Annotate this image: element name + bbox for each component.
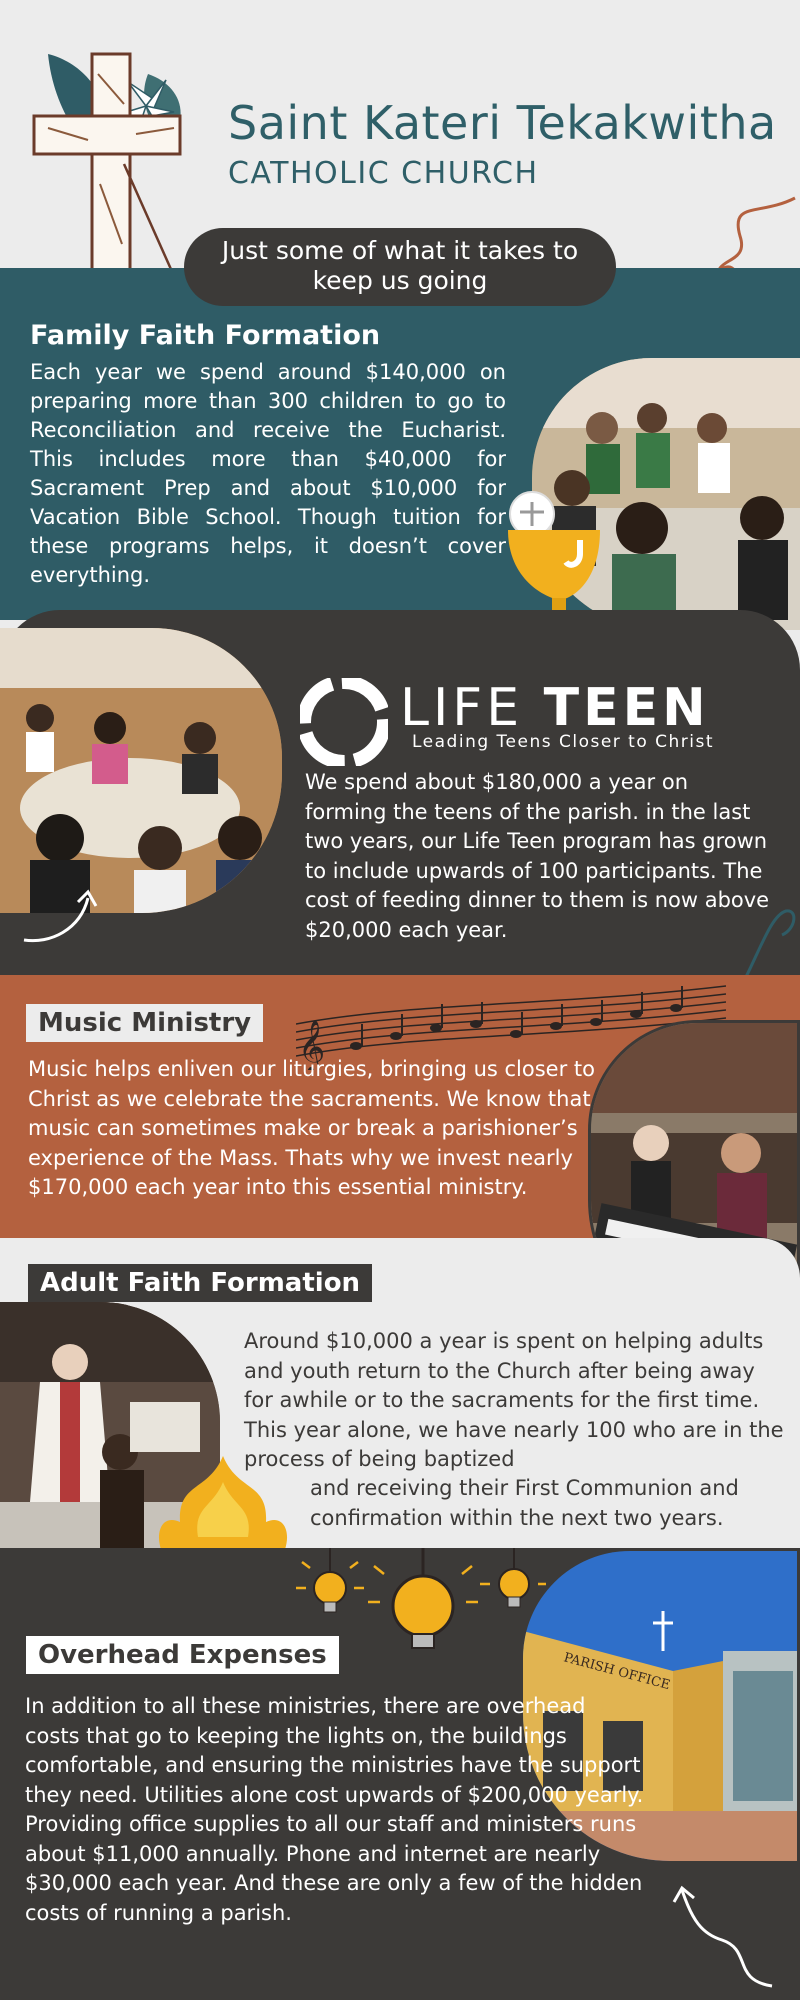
family-heading: Family Faith Formation — [30, 320, 381, 351]
overhead-heading: Overhead Expenses — [26, 1636, 339, 1674]
adult-body-part2: and receiving their First Communion and confirmation within the next two years. — [310, 1476, 739, 1530]
church-logo — [28, 44, 198, 284]
lifeteen-logo-text — [400, 678, 710, 738]
white-arrow-decoration — [20, 880, 100, 950]
adult-heading-bar — [28, 1264, 372, 1302]
overhead-body: In addition to all these ministries, there are overhead costs that go to keeping the lights on, the buildings comfortable, and ensuring the ministries have the support they need. Utilities alone cost upwards of $200,000 yearly. Providing office supplies to all our staff and ministers runs about $11,000 annually. Phone and internet are nearly $30,000 each year. And these are only a few of the hidden costs of running a parish. — [25, 1694, 644, 1925]
white-curl-arrow-decoration — [672, 1880, 782, 1990]
lifeteen-body: We spend about $180,000 a year on forming the teens of the parish. in the last two years, our Life Teen program has grown to include upwards of 100 participants. The cost of feeding dinner to them is now above $20,000 each year. — [305, 770, 770, 942]
music-heading: Music Ministry — [26, 1004, 263, 1042]
lifeteen-photo — [0, 628, 282, 913]
svg-text:𝄞: 𝄞 — [298, 1019, 326, 1070]
church-subtitle: CATHOLIC CHURCH — [228, 156, 539, 191]
lifeteen-logo-tagline: Leading Teens Closer to Christ — [412, 732, 715, 752]
lifeteen-logo-icon — [300, 678, 388, 766]
parish-office-sign: PARISH OFFICE — [561, 1650, 672, 1694]
teal-curl-decoration — [742, 905, 800, 985]
lifeteen-logo-word2: TEEN — [543, 678, 710, 738]
adult-heading: Adult Faith Formation — [40, 1268, 361, 1298]
lifeteen-logo-word1: LIFE — [400, 678, 524, 738]
church-title: Saint Kateri Tekakwitha — [228, 96, 777, 150]
tagline-line2: keep us going — [312, 266, 488, 295]
adult-body-part1: Around $10,000 a year is spent on helping adults and youth return to the Church after being away for awhile or to the sacraments for the first time. This year alone, we have nearly 100 who are in the process of being baptized — [244, 1329, 784, 1471]
music-body: Music helps enliven our liturgies, bringing us closer to Christ as we celebrate the sacraments. We know that music can sometimes make or break a parishioner’s experience of the Mass. Thats why we invest nearly $170,000 each year into this essential ministry. — [28, 1057, 595, 1199]
tagline-line1: Just some of what it takes to — [221, 236, 579, 265]
tagline-pill — [184, 228, 616, 306]
family-body: Each year we spend around $140,000 on preparing more than 300 children to go to Reconciliation and receive the Eucharist. This includes more than $40,000 for Sacrament Prep and about $10,000 for Vacation Bible School. Though tuition for these programs helps, it doesn’t cover everything. — [30, 360, 506, 587]
